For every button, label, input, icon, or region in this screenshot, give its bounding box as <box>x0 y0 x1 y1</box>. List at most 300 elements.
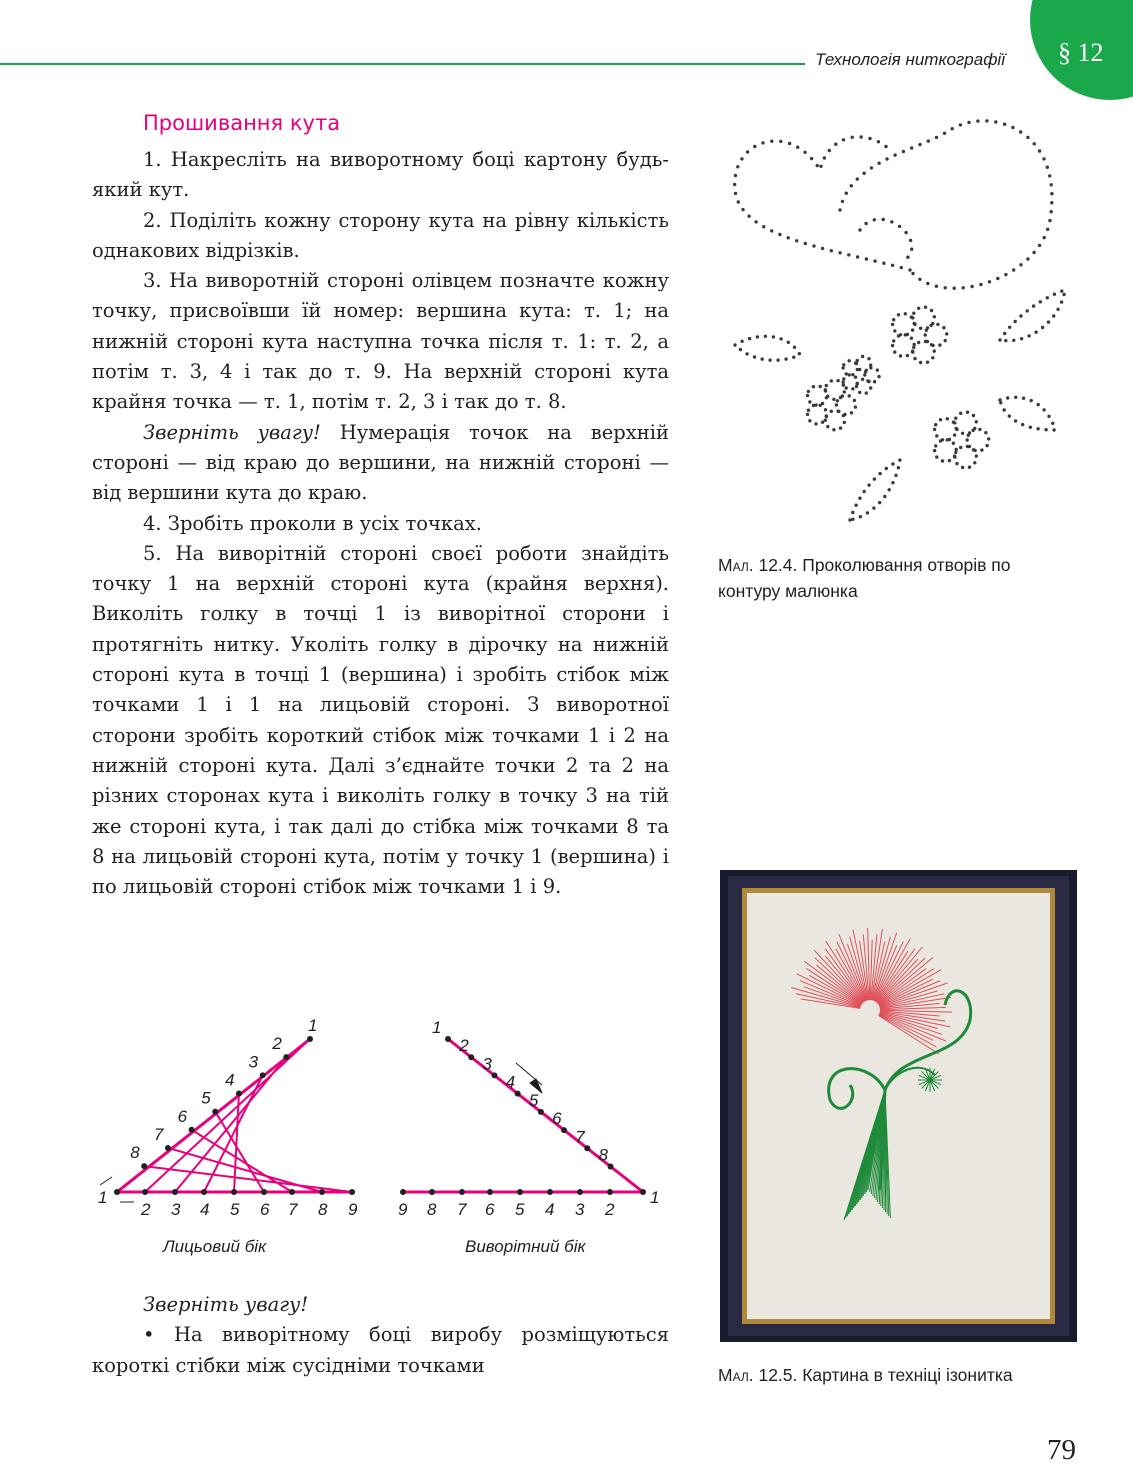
point-number: 6 <box>552 1109 562 1129</box>
caption-prefix: Мал. <box>718 555 754 575</box>
pricking-dot <box>753 355 756 358</box>
pricking-dot <box>878 501 881 504</box>
prick-point <box>515 1091 521 1097</box>
pricking-dot <box>860 135 863 138</box>
pricking-dot <box>843 421 846 424</box>
point-number: 1 <box>308 1016 318 1035</box>
pricking-dot <box>961 466 964 469</box>
prick-point <box>640 1189 646 1195</box>
point-number: 6 <box>260 1200 270 1219</box>
figure-12-5-caption <box>718 1362 1098 1388</box>
pricking-dot <box>1014 320 1017 323</box>
pricking-dot <box>843 390 846 393</box>
pricking-dot <box>944 339 947 342</box>
pricking-dot <box>825 415 828 418</box>
point-number: 4 <box>505 1072 516 1092</box>
pricking-dot <box>893 153 896 156</box>
point-number: 8 <box>427 1200 437 1219</box>
pricking-dot <box>1011 126 1014 129</box>
pricking-dot <box>856 359 859 362</box>
point-number: 7 <box>153 1124 164 1144</box>
pricking-dot <box>850 184 853 187</box>
prick-point <box>561 1127 567 1133</box>
pricking-dot <box>842 363 845 366</box>
pricking-dot <box>930 309 933 312</box>
prick-point <box>547 1189 553 1195</box>
pricking-dot <box>868 137 871 140</box>
pricking-dot <box>819 385 822 388</box>
pricking-dot <box>736 165 739 168</box>
pricking-dot <box>858 228 861 231</box>
pricking-dot <box>841 366 844 369</box>
pricking-dot <box>1038 149 1041 152</box>
pricking-dot <box>824 388 827 391</box>
pricking-dot <box>873 218 876 221</box>
pricking-dot <box>1048 219 1051 222</box>
step-3: 3. На виворотній стороні олівцем позначте кожну точку, присвоївши їй номер: вершина кута: т. 1; на нижній стороні кута наступна точка після т. 1: т. 2, а потім т. 3, 4 і так до т. 9. На верхній стороні кута крайня точка — т. 1, потім т. 2, 3 і так до т. 8. <box>92 269 669 414</box>
pricking-dot <box>885 467 888 470</box>
note-text <box>92 1290 669 1381</box>
pricking-dot <box>834 143 837 146</box>
pricking-dot <box>955 428 958 431</box>
pricking-dot <box>897 466 900 469</box>
pricking-dot <box>778 233 781 236</box>
pricking-dot <box>894 474 897 477</box>
pricking-dot <box>927 139 930 142</box>
pricking-dot <box>870 166 873 169</box>
point-number: 8 <box>598 1145 608 1165</box>
prick-point <box>307 1036 313 1042</box>
pricking-dot <box>1032 304 1035 307</box>
point-number: 1 <box>98 1188 108 1207</box>
pricking-dot <box>972 448 975 451</box>
pricking-dot <box>885 157 888 160</box>
pricking-dot <box>1046 228 1049 231</box>
point-number: 5 <box>230 1200 240 1219</box>
pricking-dot <box>747 215 750 218</box>
header-rule <box>0 63 805 65</box>
point-number: 8 <box>318 1200 328 1219</box>
pricking-dot <box>918 278 921 281</box>
instructions-text <box>92 145 669 902</box>
prick-point <box>577 1189 583 1195</box>
pricking-dot <box>865 257 868 260</box>
pricking-dot <box>994 120 997 123</box>
pricking-dot <box>938 343 941 346</box>
pricking-dot <box>1019 314 1022 317</box>
pricking-dot <box>807 409 810 412</box>
pricking-dot <box>1032 251 1035 254</box>
pricking-dot <box>1050 192 1053 195</box>
pricking-dot <box>793 346 796 349</box>
pricking-dot <box>966 411 969 414</box>
pricking-dot <box>835 403 838 406</box>
back-side-diagram <box>398 1018 659 1219</box>
pricking-dot <box>909 239 912 242</box>
pricking-dot <box>756 335 759 338</box>
pricking-dot <box>968 431 971 434</box>
pricking-dot <box>858 368 861 371</box>
pricking-dot <box>842 138 845 141</box>
pricking-dot <box>803 151 806 154</box>
pricking-dot <box>768 358 771 361</box>
pricking-dot <box>926 282 929 285</box>
step-1: 1. Накресліть на виворотному боці картону будь-який кут. <box>92 148 669 202</box>
pricking-dot <box>1038 244 1041 247</box>
prick-point <box>172 1189 178 1195</box>
pricking-dot <box>848 518 851 521</box>
pricking-dot <box>911 316 914 319</box>
pricking-dot <box>821 402 824 405</box>
pricking-dot <box>1029 426 1032 429</box>
pricking-dot <box>764 335 767 338</box>
pricking-dot <box>862 172 865 175</box>
pricking-dot <box>867 483 870 486</box>
point-number: 3 <box>248 1052 259 1072</box>
pricking-dot <box>948 459 951 462</box>
prick-point <box>141 1163 147 1169</box>
pricking-dot <box>934 423 937 426</box>
pricking-dot <box>906 333 909 336</box>
pricking-dot <box>978 428 981 431</box>
pricking-dot <box>753 145 756 148</box>
pricking-dot <box>754 220 757 223</box>
pricking-dot <box>850 411 853 414</box>
pricking-dot <box>1048 174 1051 177</box>
pricking-dot <box>878 472 881 475</box>
pricking-dot <box>865 369 868 372</box>
pricking-dot <box>1053 293 1056 296</box>
pricking-dot <box>1021 423 1024 426</box>
prick-point <box>201 1189 207 1195</box>
pricking-dot <box>808 419 811 422</box>
pricking-dot <box>955 448 958 451</box>
pricking-dot <box>892 318 895 321</box>
pricking-dot <box>1004 339 1007 342</box>
attention-text: Нумерація точок на верхній стороні — від краю до вершини, на нижній стороні — від вершини кута до краю. <box>92 420 669 505</box>
pricking-dot <box>943 132 946 135</box>
pricking-dot <box>770 140 773 143</box>
point-number: 9 <box>398 1200 408 1219</box>
prick-point <box>517 1189 523 1195</box>
pricking-dot <box>952 442 955 445</box>
pricking-dot <box>865 391 868 394</box>
pricking-dot <box>825 384 828 387</box>
pricking-dot <box>908 268 911 271</box>
pricking-dot <box>869 364 872 367</box>
pricking-dot <box>931 322 934 325</box>
point-number: 4 <box>545 1200 555 1219</box>
pricking-dot <box>787 341 790 344</box>
pricking-dot <box>836 410 839 413</box>
note-label-paragraph <box>92 1290 669 1320</box>
note-label: Зверніть увагу! <box>143 1293 309 1316</box>
attention-label: Зверніть увагу! <box>143 420 321 444</box>
pricking-dot <box>1044 428 1047 431</box>
pricking-dot <box>924 340 927 343</box>
pricking-dot <box>741 208 744 211</box>
caption-text: 12.5. Картина в техніці ізонитка <box>753 1365 1013 1385</box>
pricking-dot <box>935 136 938 139</box>
pricking-dot <box>845 192 848 195</box>
pricking-dot <box>1008 414 1011 417</box>
pricking-dot <box>1050 201 1053 204</box>
pricking-dot <box>876 368 879 371</box>
pricking-dot <box>906 354 909 357</box>
pricking-dot <box>961 432 964 435</box>
pricking-dot <box>842 377 845 380</box>
pricking-dot <box>856 382 859 385</box>
step-4: 4. Зробіть проколи в усіх точках. <box>143 511 482 535</box>
pricking-dot <box>939 418 942 421</box>
pricking-dot <box>1039 300 1042 303</box>
pricking-dot <box>863 490 866 493</box>
pricking-dot <box>845 372 848 375</box>
pricking-dot <box>1052 428 1055 431</box>
pricking-dot <box>935 455 938 458</box>
pricking-dot <box>966 445 969 448</box>
back-side-label: Виворітний бік <box>465 1237 586 1256</box>
pricking-dot <box>1043 236 1046 239</box>
angle-stitching-diagram <box>90 1015 670 1230</box>
pricking-dot <box>866 511 869 514</box>
pricking-dot <box>826 395 829 398</box>
pricking-dot <box>1012 339 1015 342</box>
pricking-dot <box>1062 293 1065 296</box>
pricking-dot <box>904 231 907 234</box>
pricking-dot <box>845 386 848 389</box>
point-number: 4 <box>224 1070 235 1090</box>
pricking-dot <box>867 380 870 383</box>
pricking-dot <box>944 286 947 289</box>
prick-point <box>231 1189 237 1195</box>
pricking-dot <box>828 149 831 152</box>
pricking-dot <box>933 428 936 431</box>
pricking-dot <box>891 264 894 267</box>
prick-point <box>487 1189 493 1195</box>
pricking-dot <box>1030 399 1033 402</box>
pricking-dot <box>812 244 815 247</box>
pricking-dot <box>1046 166 1049 169</box>
pricking-dot <box>906 256 909 259</box>
pricking-dot <box>851 518 854 521</box>
pricking-dot <box>986 444 989 447</box>
pricking-dot <box>792 356 795 359</box>
pricking-dot <box>942 326 945 329</box>
pricking-dot <box>848 373 851 376</box>
pricking-dot <box>884 145 887 148</box>
pricking-dot <box>1050 183 1053 186</box>
prick-point <box>283 1054 289 1060</box>
pricking-dot <box>1047 320 1050 323</box>
pricking-dot <box>812 385 815 388</box>
point-number: 2 <box>605 1200 615 1219</box>
prick-point <box>189 1127 195 1133</box>
pricking-dot <box>856 177 859 180</box>
pricking-dot <box>810 157 813 160</box>
pricking-dot <box>902 150 905 153</box>
pricking-dot <box>864 222 867 225</box>
caption-prefix: Мал. <box>718 1365 754 1385</box>
prick-point <box>538 1109 544 1115</box>
pricking-dot <box>1050 210 1053 213</box>
pricking-dot <box>1014 419 1017 422</box>
section-heading: Прошивання кута <box>143 111 341 135</box>
prick-point <box>584 1145 590 1151</box>
pricking-dot <box>734 174 737 177</box>
pricking-dot <box>912 312 915 315</box>
pricking-dot <box>819 165 822 168</box>
prick-point <box>607 1189 613 1195</box>
pricking-dot <box>882 262 885 265</box>
pricking-dot <box>1037 403 1040 406</box>
prick-point <box>400 1189 406 1195</box>
pricking-dot <box>1022 397 1025 400</box>
pricking-dot <box>859 515 862 518</box>
pricking-dot <box>739 348 742 351</box>
pricking-dot <box>898 458 901 461</box>
pricking-dot <box>999 401 1002 404</box>
pricking-dot <box>911 328 914 331</box>
pricking-dot <box>966 438 969 441</box>
pricking-dot <box>1034 331 1037 334</box>
pricking-dot <box>804 242 807 245</box>
prick-point <box>289 1189 295 1195</box>
pricking-dot <box>998 338 1001 341</box>
pricking-dot <box>946 417 949 420</box>
section-number: § 12 <box>1058 38 1104 67</box>
pricking-dot <box>821 421 824 424</box>
pricking-dot <box>762 225 765 228</box>
pricking-dot <box>733 183 736 186</box>
pricking-dot <box>761 141 764 144</box>
pricking-dot <box>872 506 875 509</box>
point-number: 2 <box>141 1200 151 1219</box>
point-number: 7 <box>288 1200 298 1219</box>
pricking-dot <box>1003 332 1006 335</box>
step-5: 5. На виворітній стороні своєї роботи знайдіть точку 1 на верхній стороні кута (крайня верхня). Виколіть голку в точці 1 із виворітної сторони і протягніть нитку. Уколіть голку в дірочку на нижній стороні кута в точці 1 (вершина) і зробіть стібок між точками 1 і 1 на лицьовій стороні. З виворотної сторони зробіть короткий стібок між точками 1 і 2 на нижній стороні кута. Далі з’єднайте точки 2 та 2 на різних сторонах кута і виколіть голку в точку 3 на тій же стороні кута, і так далі до стібка між точками 8 та 8 на лицьовій стороні кута, потім у точку 1 (вершина) і по лицьовій стороні стібок між точками 1 і 9. <box>92 541 669 899</box>
pricking-dot <box>891 481 894 484</box>
pricking-dot <box>953 421 956 424</box>
pricking-dot <box>935 285 938 288</box>
pricking-dot <box>935 434 938 437</box>
pricking-dot <box>795 239 798 242</box>
prick-point <box>236 1090 242 1096</box>
pricking-dot <box>788 142 791 145</box>
pricking-dot <box>1056 308 1059 311</box>
pricking-dot <box>842 383 845 386</box>
pricking-dot <box>1052 314 1055 317</box>
point-number: 5 <box>528 1090 539 1110</box>
pricking-dot <box>898 225 901 228</box>
pricking-dot <box>851 387 854 390</box>
pricking-dot <box>1033 142 1036 145</box>
pricking-dot <box>740 157 743 160</box>
pricking-dot <box>973 461 976 464</box>
pricking-dot <box>746 150 749 153</box>
point-number: 7 <box>457 1200 467 1219</box>
pricking-dot <box>893 350 896 353</box>
pricking-dot <box>839 426 842 429</box>
pricking-dot <box>808 400 811 403</box>
prick-point <box>114 1189 120 1195</box>
prick-point <box>491 1072 497 1078</box>
point-number: 3 <box>575 1200 585 1219</box>
pricking-dot <box>910 248 913 251</box>
pricking-dot <box>913 357 916 360</box>
pricking-dot <box>962 286 965 289</box>
point-number: 1 <box>650 1188 660 1207</box>
pricking-dot <box>1060 300 1063 303</box>
pricking-dot <box>891 344 894 347</box>
pricking-dot <box>847 253 850 256</box>
prick-point <box>608 1164 614 1170</box>
pricking-dot <box>984 431 987 434</box>
pricking-dot <box>851 136 854 139</box>
pricking-dot <box>854 504 857 507</box>
pricking-dot <box>832 398 835 401</box>
pricking-dot <box>975 454 978 457</box>
pricking-dot <box>1014 396 1017 399</box>
pricking-dot <box>842 414 845 417</box>
pricking-dot <box>1042 408 1045 411</box>
page-number: 79 <box>1047 1434 1076 1466</box>
pricking-dot <box>926 326 929 329</box>
pricking-dot <box>930 343 933 346</box>
pricking-dot <box>848 359 851 362</box>
step-2: 2. Поділіть кожну сторону кута на рівну кількість однакових відрізків. <box>92 208 669 262</box>
point-number: 5 <box>515 1200 525 1219</box>
pricking-dot <box>1020 337 1023 340</box>
pricking-dot <box>900 266 903 269</box>
pricking-dot <box>856 255 859 258</box>
pricking-dot <box>779 337 782 340</box>
prick-point <box>261 1189 267 1195</box>
pricking-dot <box>877 140 880 143</box>
attention-paragraph <box>92 418 669 509</box>
pricking-dot <box>734 192 737 195</box>
pricking-dot <box>888 488 891 491</box>
pricking-dot <box>1027 334 1030 337</box>
pricking-dot <box>851 511 854 514</box>
pricking-dot <box>832 428 835 431</box>
pricking-dot <box>745 352 748 355</box>
pricking-dot <box>954 417 957 420</box>
point-number: 7 <box>575 1127 585 1147</box>
pricking-dot <box>838 251 841 254</box>
pricking-dot <box>987 437 990 440</box>
point-number: 5 <box>201 1088 211 1108</box>
pricking-dot <box>814 403 817 406</box>
pricking-dot <box>897 313 900 316</box>
pricking-dot <box>919 327 922 330</box>
pricking-dot <box>824 419 827 422</box>
prick-point <box>349 1189 355 1195</box>
pricking-dot <box>740 340 743 343</box>
pricking-dot <box>892 339 895 342</box>
pricking-dot <box>848 394 851 397</box>
pricking-dot <box>784 357 787 360</box>
pricking-dot <box>941 438 944 441</box>
pricking-dot <box>970 285 973 288</box>
prick-point <box>142 1189 148 1195</box>
pricking-dot <box>839 396 842 399</box>
pricking-dot <box>841 380 844 383</box>
note-bullet-paragraph <box>92 1320 669 1381</box>
point-number: 1 <box>432 1018 442 1037</box>
pricking-dot <box>816 164 819 167</box>
pricking-dot <box>1026 309 1029 312</box>
